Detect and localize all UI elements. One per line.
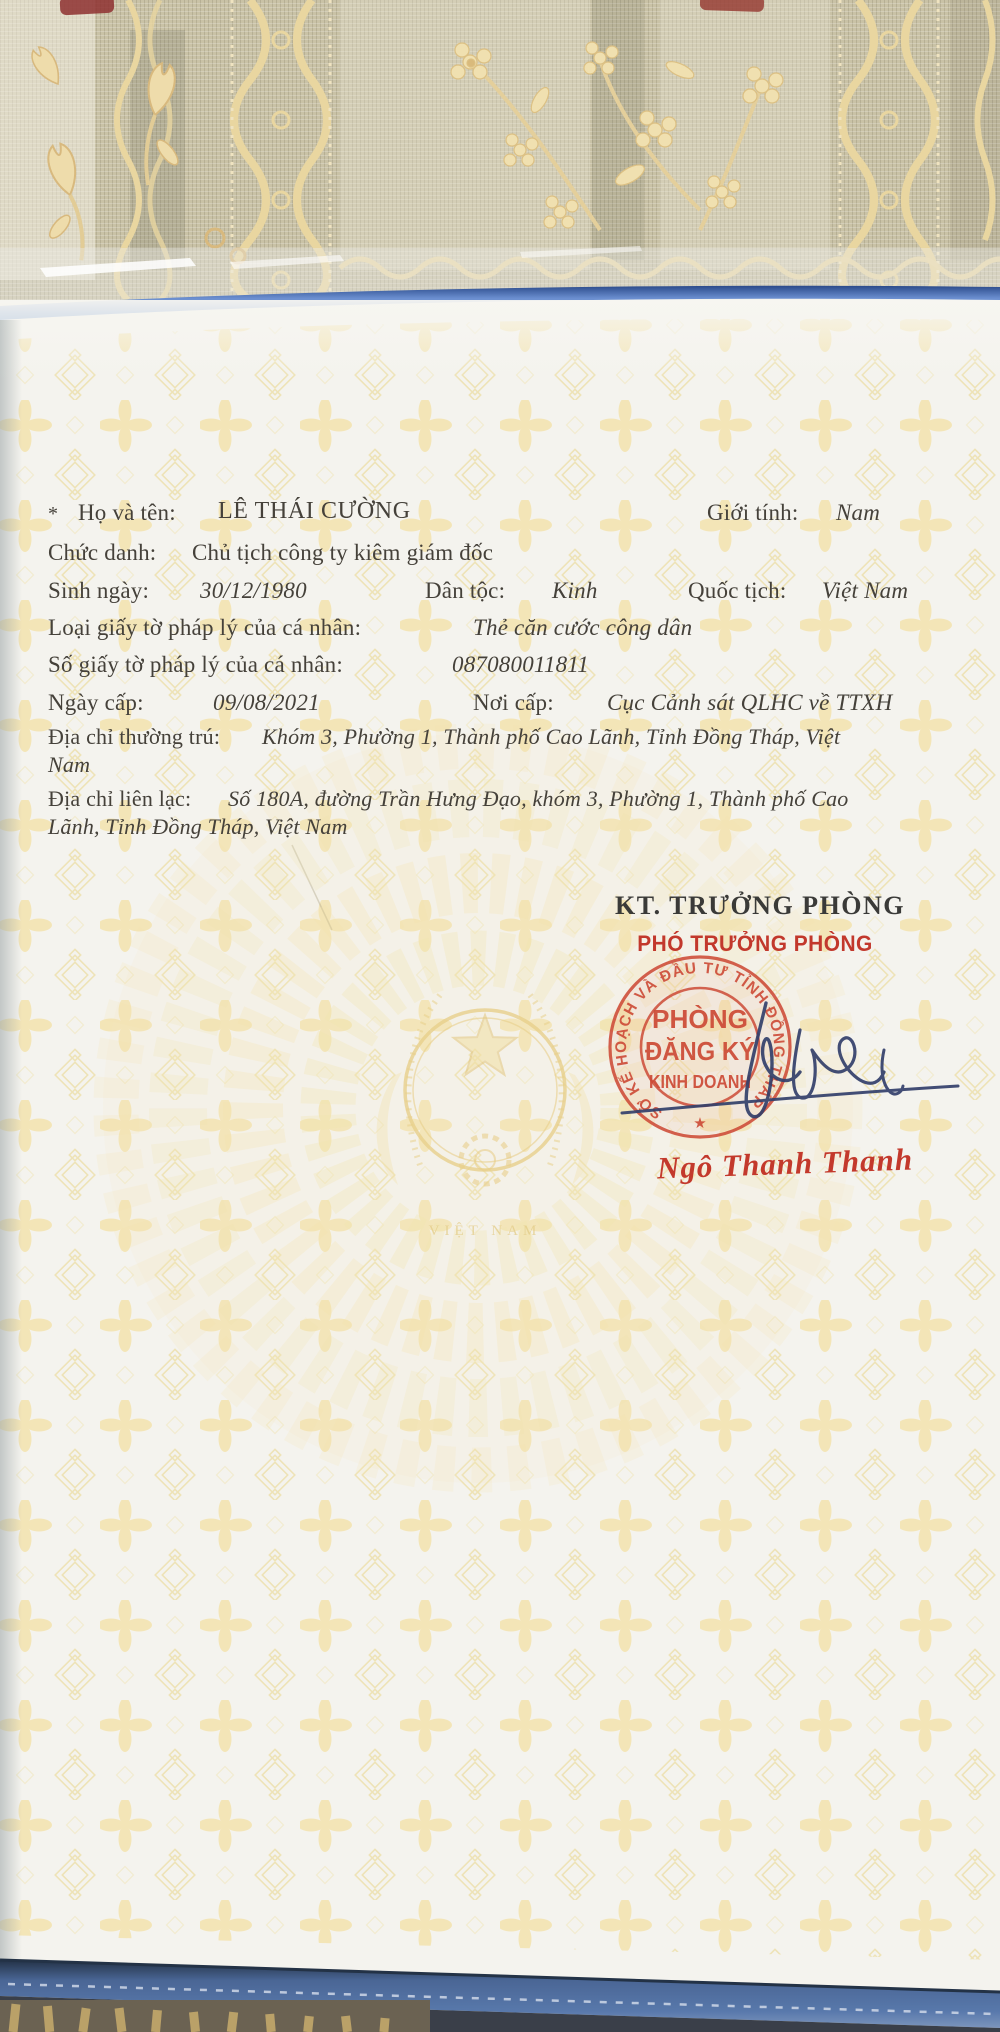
value-chuc-danh: Chủ tịch công ty kiêm giám đốc [192, 540, 494, 565]
label-sinh-ngay: Sinh ngày: [48, 578, 150, 603]
label-gioi-tinh: Giới tính: [707, 500, 799, 525]
value-sinh-ngay: 30/12/1980 [200, 578, 307, 603]
value-noi-cap: Cục Cảnh sát QLHC về TTXH [607, 690, 893, 715]
stamp-star-icon: ★ [693, 1116, 707, 1132]
stamp-ring-text: SỞ KẾ HOẠCH VÀ ĐẦU TƯ TỈNH ĐỒNG THÁP [612, 959, 788, 1122]
value-dan-toc: Kinh [552, 578, 598, 603]
value-so-giay-to: 087080011811 [452, 652, 589, 677]
stamp-center-line3: KINH DOANH [649, 1072, 751, 1092]
stamp-center-line2: ĐĂNG KÝ [645, 1036, 755, 1066]
label-so-giay-to: Số giấy tờ pháp lý của cá nhân: [48, 652, 343, 677]
value-ho-ten: LÊ THÁI CƯỜNG [218, 498, 411, 524]
label-ngay-cap: Ngày cấp: [48, 690, 144, 715]
label-loai-giay-to: Loại giấy tờ pháp lý của cá nhân: [48, 615, 362, 640]
value-quoc-tich: Việt Nam [822, 578, 909, 603]
label-chuc-danh: Chức danh: [48, 540, 157, 565]
value-dia-chi-lien-lac-2: Lãnh, Tỉnh Đồng Tháp, Việt Nam [48, 814, 348, 839]
stamp-center-line1: PHÒNG [652, 1004, 748, 1034]
value-gioi-tinh: Nam [836, 500, 881, 525]
value-loai-giay-to: Thẻ căn cước công dân [473, 615, 693, 640]
label-quoc-tich: Quốc tịch: [688, 578, 787, 603]
signer-title: PHÓ TRƯỞNG PHÒNG [637, 931, 873, 956]
label-dia-chi-thuong-tru: Địa chỉ thường trú: [48, 724, 221, 749]
signer-name: Ngô Thanh Thanh [656, 1141, 914, 1186]
signed-for-title: KT. TRƯỞNG PHÒNG [614, 891, 906, 920]
value-ngay-cap: 09/08/2021 [213, 690, 320, 715]
label-dia-chi-lien-lac: Địa chỉ liên lạc: [48, 786, 192, 811]
field-marker: * [48, 503, 59, 525]
value-dia-chi-thuong-tru-2: Nam [48, 752, 91, 777]
emblem-country-text: VIỆT NAM [428, 1223, 542, 1239]
value-dia-chi-lien-lac-1: Số 180A, đường Trần Hưng Đạo, khóm 3, Phường 1, Thành phố Cao [228, 786, 849, 811]
value-dia-chi-thuong-tru-1: Khóm 3, Phường 1, Thành phố Cao Lãnh, Tỉnh Đồng Tháp, Việt [262, 724, 841, 749]
label-noi-cap: Nơi cấp: [473, 690, 554, 715]
label-dan-toc: Dân tộc: [425, 578, 506, 603]
label-ho-ten: Họ và tên: [78, 500, 176, 525]
